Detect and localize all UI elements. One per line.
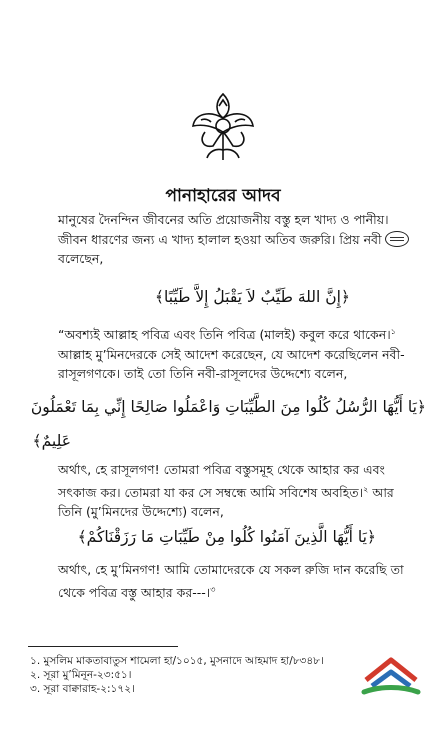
para2-line-1: [58, 322, 433, 345]
para3-line-2-end: আর: [372, 484, 394, 500]
footnote-3: ৩. সূরা বাক্বারাহ-২:১৭২।: [30, 683, 135, 695]
para3-line-1: অর্থাৎ, হে রাসূলগণ! তোমরা পবিত্র বস্তুসমূহ থেকে আহার কর এবং: [58, 462, 385, 477]
footnote-1: ১. মুসলিম মাকতাবাতুস শামেলা হা/১০১৫, মুসনাদে আহমাদ হা/৮৩৪৮।: [30, 655, 324, 667]
arabic-verse-1a: ﴿يَا أَيُّهَا الرُّسُلُ كُلُوا مِنَ الطَّيِّبَاتِ وَاعْمَلُوا صَالِحًا إِنِّي بِمَا تَعْمَلُونَ: [30, 398, 426, 416]
intro-paragraph: [58, 210, 433, 269]
footnote-2: ২. সূরা মু’মিনূন-২৩:৫১।: [30, 669, 132, 681]
para2-line-3: রাসূলগণকে। তাই তো তিনি নবী-রাসূলদের উদ্দেশ্যে বলেন,: [58, 366, 348, 382]
arabic-verse-2: ﴿يَا أَيُّهَا الَّذِينَ آمَنُوا كُلُوا مِنْ طَيِّبَاتِ مَا رَزَقْنَاكُمْ﴾: [77, 528, 376, 546]
intro-line-3: বলেছেন,: [58, 251, 104, 266]
publisher-logo-icon: [358, 650, 424, 700]
para3-line-2: [58, 480, 433, 503]
para2-line-2: আল্লাহ মু’মিনদেরকে সেই আদেশ করেছেন, যে আদেশ করেছিলেন নবী-: [58, 346, 405, 362]
page-title: পানাহারের আদব: [165, 186, 281, 206]
footnote-ref-2: ২: [363, 484, 369, 494]
para4-line-1: অর্থাৎ, হে মু’মিনগণ! আমি তোমাদেরকে যে সকল রুজি দান করেছি তা: [58, 562, 404, 577]
footnote-ref-1: ১: [390, 327, 396, 336]
para2-line-1-text: “অবশ্যই আল্লাহ পবিত্র এবং তিনি পবিত্র (মালই) কবুল করে থাকেন।: [58, 327, 391, 343]
salawat-seal-icon: [385, 231, 409, 247]
footnote-divider: [28, 646, 178, 647]
floral-ornament-icon: [185, 88, 261, 166]
verse-2-translation: [58, 560, 433, 602]
arabic-hadith: ﴿إِنَّ اللهَ طَيِّبٌ لاَ يَقْبَلُ إِلاَّ طَيِّبًا﴾: [154, 288, 350, 306]
intro-line-2-text: জীবন ধারণের জন্য এ খাদ্য হালাল হওয়া অতিব জরুরি। প্রিয় নবী: [58, 231, 382, 247]
intro-line-2: [58, 230, 433, 250]
para4-line-2-text: থেকে পবিত্র বস্তু আহার কর---।: [58, 584, 211, 600]
para4-line-2: [58, 580, 433, 603]
arabic-verse-1b: عَلِيمٌ﴾: [32, 432, 71, 450]
hadith-translation: [58, 322, 433, 384]
para3-line-2-text: সৎকাজ কর। তোমরা যা কর সে সম্বন্ধে আমি সবিশেষ অবহিত।: [58, 484, 364, 500]
intro-line-1: মানুষের দৈনন্দিন জীবনের অতি প্রয়োজনীয় বস্তু হল খাদ্য ও পানীয়।: [58, 212, 389, 227]
footnote-ref-3: ৩: [210, 584, 216, 594]
verse-1-translation: [58, 460, 433, 522]
para3-line-3: তিনি (মু’মিনদের উদ্দেশ্যে) বলেন,: [58, 504, 224, 520]
